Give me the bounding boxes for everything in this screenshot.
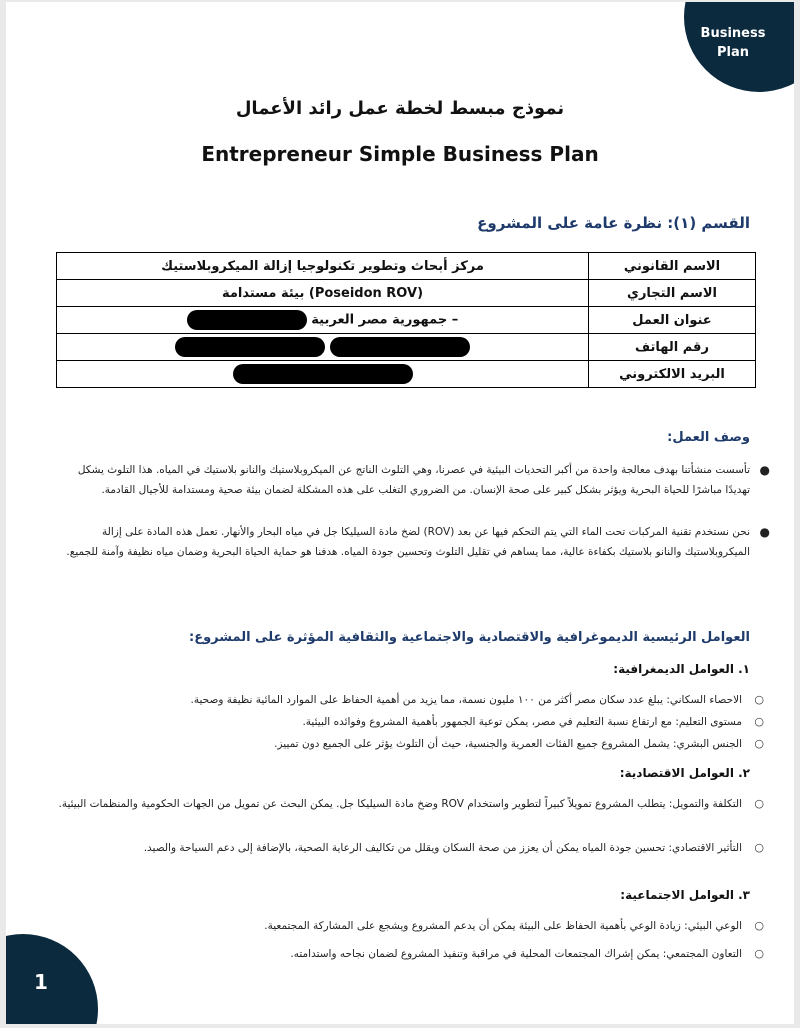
- trade-name-value: (Poseidon ROV) بيئة مستدامة: [57, 280, 589, 307]
- redaction-mark: [330, 337, 470, 357]
- table-row: [57, 253, 756, 280]
- list-item: [50, 522, 770, 562]
- social-item-2: التعاون المجتمعي: يمكن إشراك المجتمعات المحلية في مراقبة وتنفيذ المشروع لضمان نجاحه واستدامته.: [290, 948, 742, 960]
- social-item-1: الوعي البيئي: زيادة الوعي بأهمية الحفاظ على البيئة يمكن أن يدعم المشروع ويشجع على المشاركة المجتمعية.: [264, 920, 742, 932]
- table-row: [57, 307, 756, 334]
- legal-name-value: مركز أبحاث وتطوير تكنولوجيا إزالة الميكروبلاستيك: [57, 253, 589, 280]
- factors-heading: العوامل الرئيسية الديموغرافية والاقتصادية والاجتماعية والثقافية المؤثرة على المشروع:: [189, 630, 750, 645]
- business-description-heading: وصف العمل:: [667, 430, 750, 445]
- demographic-heading: ١. العوامل الديمغرافية:: [613, 662, 750, 676]
- description-bullet-2: نحن نستخدم تقنية المركبات تحت الماء التي يتم التحكم فيها عن بعد (ROV) لضخ مادة السيليكا جل في مياه البحار والأنهار. تعمل هذه المادة على إزالة الميكروبلاستيك والنانو بلاستيك بكفاءة عالية، مما يساهم في تقليل التلوث وتحسين جودة المياه. هدفنا هو حماية الحياة البحرية وضمان مياه نظيفة وآمنة للجميع.: [66, 526, 750, 558]
- address-value: – جمهورية مصر العربية: [311, 312, 459, 328]
- trade-name-label: الاسم التجاري: [589, 280, 756, 307]
- bullet-icon: ●: [759, 525, 770, 539]
- table-row: [57, 280, 756, 307]
- demographic-item-3: الجنس البشري: يشمل المشروع جميع الفئات العمرية والجنسية، حيث أن التلوث يؤثر على الجميع دون تمييز.: [274, 738, 742, 750]
- circle-bullet-icon: ○: [754, 737, 764, 750]
- document-page: [6, 2, 794, 1024]
- circle-bullet-icon: ○: [754, 841, 764, 854]
- circle-bullet-icon: ○: [754, 919, 764, 932]
- circle-bullet-icon: ○: [754, 715, 764, 728]
- email-label: البريد الالكتروني: [589, 361, 756, 388]
- description-bullet-1: تأسست منشأتنا بهدف معالجة واحدة من أكبر التحديات البيئية في عصرنا، وهي التلوث الناتج عن الميكروبلاستيك والنانو بلاستيك في المياه. هذا التلوث يشكل تهديدًا مباشرًا للحياة البحرية ويؤثر بشكل كبير على صحة الإنسان. من الضروري التغلب على هذه المشكلة لضمان بيئة صحية ومستدامة للأجيال القادمة.: [77, 464, 750, 496]
- badge-line-2: Plan: [716, 45, 749, 60]
- title-arabic: نموذج مبسط لخطة عمل رائد الأعمال: [235, 98, 565, 119]
- phone-cell: [57, 334, 589, 361]
- redaction-mark: [233, 364, 413, 384]
- circle-bullet-icon: ○: [754, 947, 764, 960]
- redaction-mark: [187, 310, 307, 330]
- list-item: [50, 460, 770, 500]
- economic-item-2: التأثير الاقتصادي: تحسين جودة المياه يمكن أن يعزز من صحة السكان ويقلل من تكاليف الرعاية الصحية، بالإضافة إلى دعم السياحة والصيد.: [143, 842, 742, 854]
- address-label: عنوان العمل: [589, 307, 756, 334]
- section1-heading: القسم (١): نظرة عامة على المشروع: [477, 214, 750, 232]
- badge-label: [688, 24, 778, 62]
- economic-heading: ٢. العوامل الاقتصادية:: [619, 766, 750, 780]
- circle-bullet-icon: ○: [754, 693, 764, 706]
- list-item: [52, 838, 764, 858]
- redaction-mark: [175, 337, 325, 357]
- list-item: [52, 944, 764, 964]
- list-item: [52, 712, 764, 732]
- legal-name-label: الاسم القانوني: [589, 253, 756, 280]
- demographic-item-2: مستوى التعليم: مع ارتفاع نسبة التعليم في مصر، يمكن توعية الجمهور بأهمية المشروع وفوائده البيئية.: [302, 716, 742, 728]
- page-number: 1: [34, 970, 48, 994]
- email-cell: [57, 361, 589, 388]
- list-item: [52, 794, 764, 814]
- table-row: [57, 361, 756, 388]
- economic-item-1: التكلفة والتمويل: يتطلب المشروع تمويلاً كبيراً لتطوير واستخدام ROV وضخ مادة السيليكا جل. يمكن البحث عن تمويل من الجهات الحكومية والمنظمات البيئية.: [58, 798, 742, 810]
- list-item: [52, 734, 764, 754]
- list-item: [52, 916, 764, 936]
- address-cell: [57, 307, 589, 334]
- bullet-icon: ●: [759, 463, 770, 477]
- title-english: Entrepreneur Simple Business Plan: [201, 142, 599, 166]
- phone-label: رقم الهاتف: [589, 334, 756, 361]
- demographic-item-1: الاحصاء السكاني: يبلغ عدد سكان مصر أكثر من ١٠٠ مليون نسمة، مما يزيد من أهمية الحفاظ على الموارد المائية نظيفة وصحية.: [190, 694, 742, 706]
- list-item: [52, 690, 764, 710]
- table-row: [57, 334, 756, 361]
- project-info-table: [56, 252, 756, 388]
- social-heading: ٣. العوامل الاجتماعية:: [620, 888, 750, 902]
- circle-bullet-icon: ○: [754, 797, 764, 810]
- badge-line-1: Business: [700, 26, 766, 41]
